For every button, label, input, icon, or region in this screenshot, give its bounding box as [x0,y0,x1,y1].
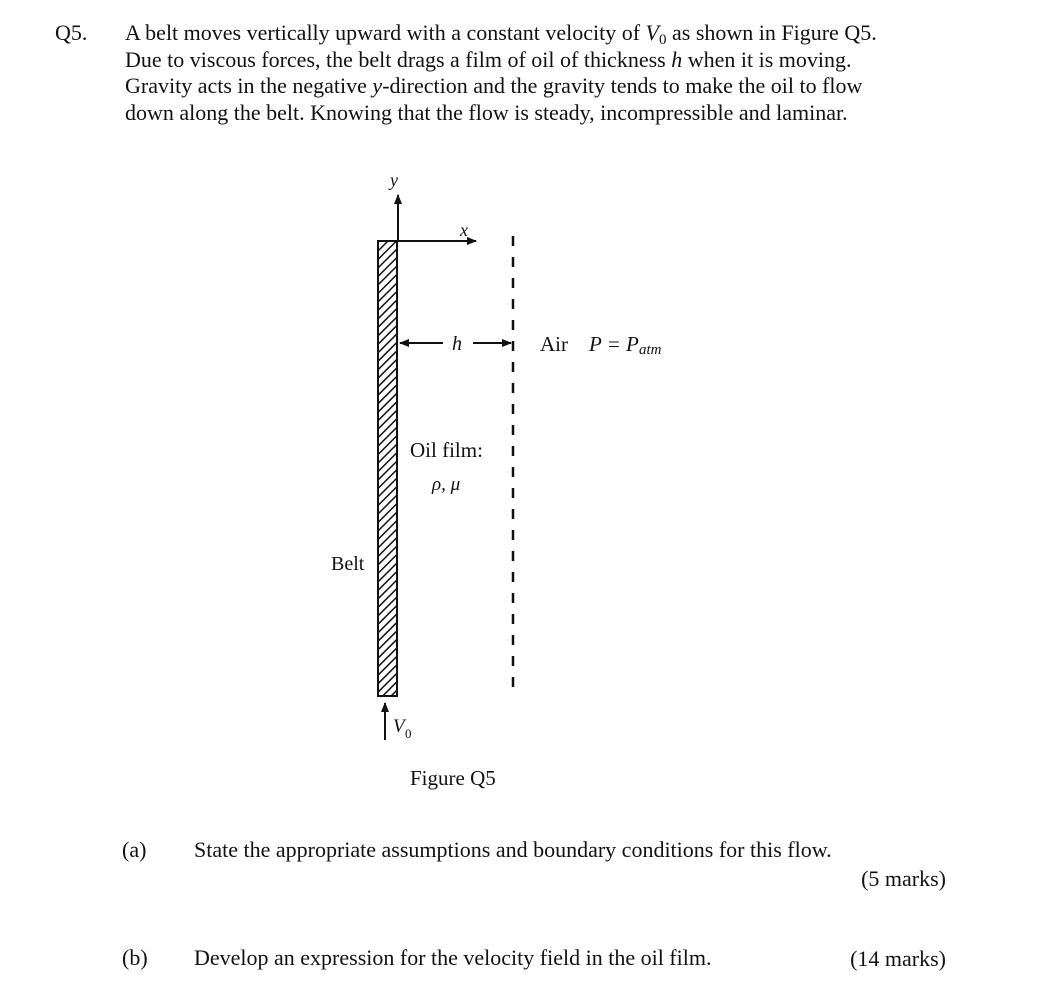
pressure-symbol: P [589,332,602,356]
part-b-marks: (14 marks) [850,946,946,971]
part-b-label: (b) [122,945,148,970]
belt-velocity-symbol: V [393,716,405,737]
intro-line-3-text: Gravity acts in the negative y-direction and the gravity tends to make the oil to flow [125,73,863,98]
figure-caption: Figure Q5 [410,766,496,790]
belt-rectangle [378,241,397,696]
oil-properties: ρ, μ [432,474,461,495]
part-b-text: Develop an expression for the velocity field in the oil film. [194,945,712,970]
part-a-marks: (5 marks) [861,866,946,891]
intro-line-2-text: Due to viscous forces, the belt drags a film of oil of thickness h when it is moving. [125,46,852,72]
air-label: Air [540,332,568,356]
belt-velocity-subscript: 0 [405,726,412,741]
belt-label: Belt [331,553,365,575]
oil-film-label: Oil film: [410,438,483,462]
thickness-label: h [452,333,462,355]
intro-line-1-text: A belt moves vertically upward with a constant velocity of $V_0$ as shown in Figure Q5. [125,20,877,48]
pressure-subscript: atm [639,342,662,358]
part-a-text: State the appropriate assumptions and boundary conditions for this flow. [194,837,832,862]
x-axis-label: x [460,220,468,240]
pressure-equals: = [608,332,620,356]
intro-line-4-text: down along the belt. Knowing that the flow is steady, incompressible and laminar. [125,99,848,125]
y-axis-label: y [390,170,398,190]
pressure-value: P [626,332,639,356]
part-a-label: (a) [122,837,147,862]
question-number: Q5. [55,20,88,45]
